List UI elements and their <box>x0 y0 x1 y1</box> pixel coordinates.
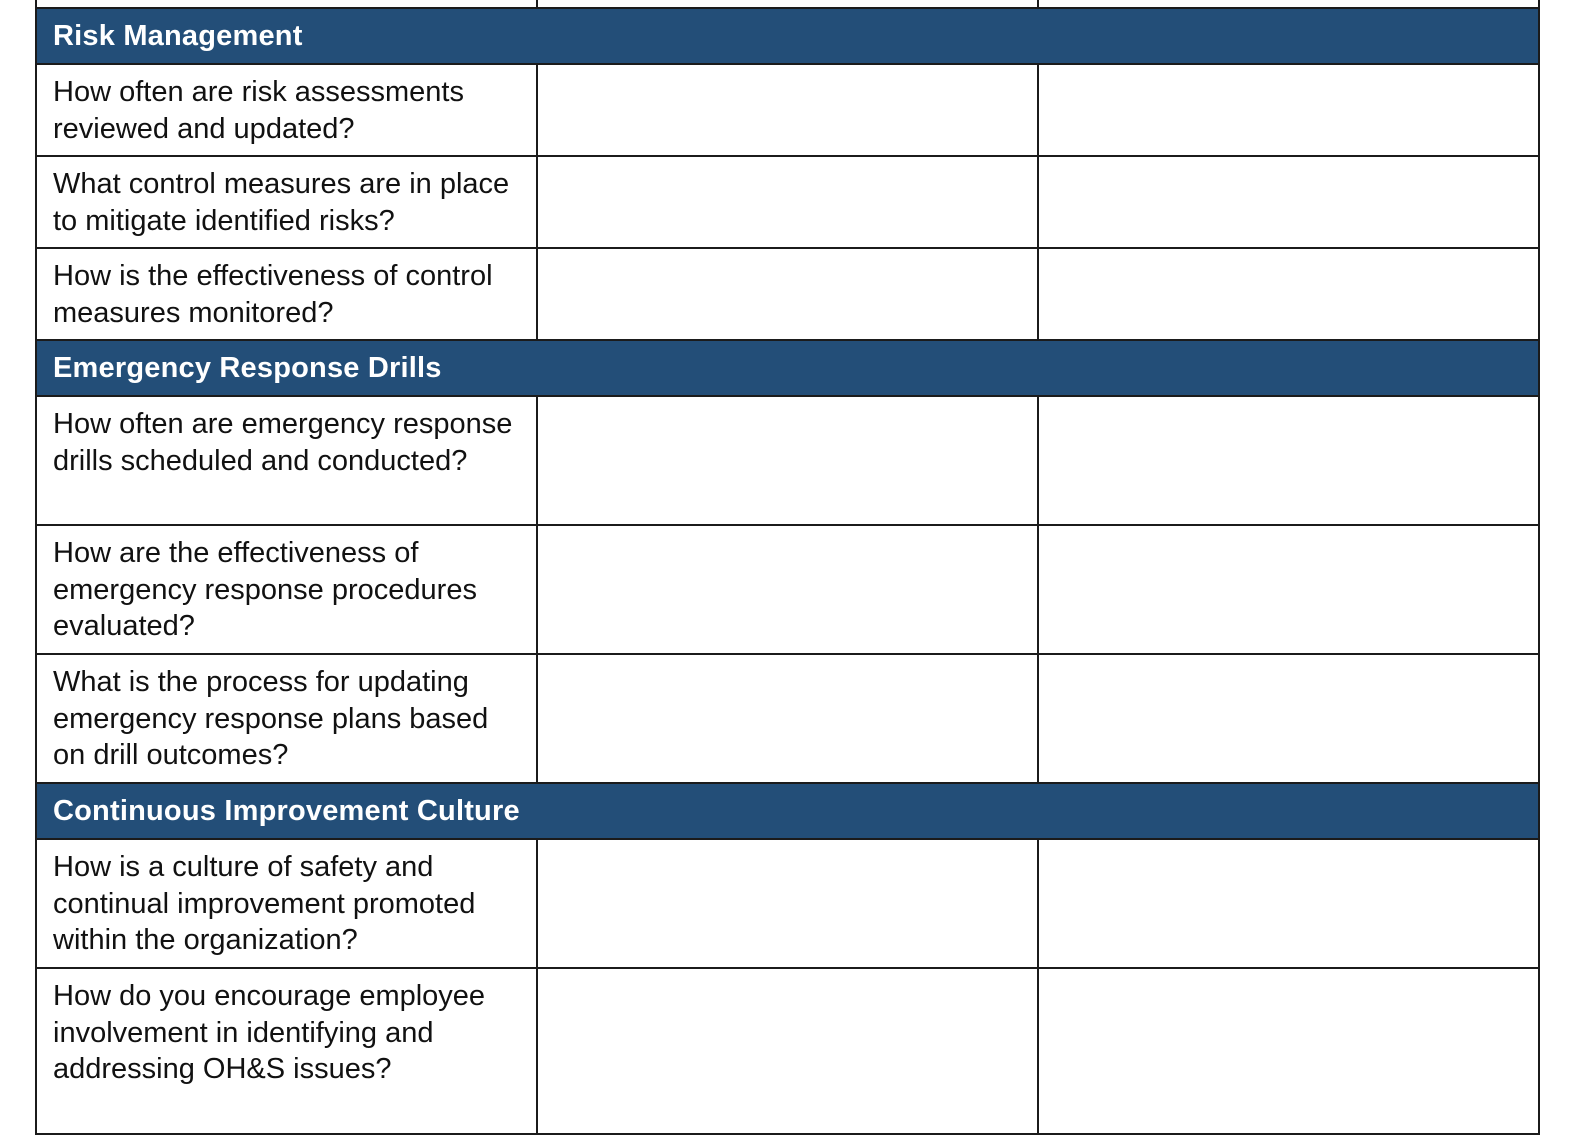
answer-cell[interactable] <box>537 156 1038 248</box>
table-row <box>36 525 1539 654</box>
notes-cell[interactable] <box>1038 64 1539 156</box>
audit-checklist-table <box>35 0 1540 1135</box>
section-header-emergency-response-drills <box>36 340 1539 396</box>
answer-cell[interactable] <box>537 396 1038 525</box>
section-title: Risk Management <box>36 8 1539 64</box>
question-cell: How are the effectiveness of emergency response procedures evaluated? <box>36 525 537 654</box>
table-row <box>36 248 1539 340</box>
answer-cell[interactable] <box>537 248 1038 340</box>
section-header-risk-management <box>36 8 1539 64</box>
answer-cell[interactable] <box>537 64 1038 156</box>
notes-cell[interactable] <box>1038 0 1539 8</box>
table-row <box>36 64 1539 156</box>
answer-cell[interactable] <box>537 654 1038 783</box>
question-cell: What is the process for updating emergency response plans based on drill outcomes? <box>36 654 537 783</box>
notes-cell[interactable] <box>1038 839 1539 968</box>
notes-cell[interactable] <box>1038 396 1539 525</box>
notes-cell[interactable] <box>1038 968 1539 1134</box>
answer-cell[interactable] <box>537 525 1038 654</box>
question-cell: How do you encourage employee involvement in identifying and addressing OH&S issues? <box>36 968 537 1134</box>
table-row <box>36 156 1539 248</box>
question-cell: How often are risk assessments reviewed and updated? <box>36 64 537 156</box>
previous-row-fragment <box>36 0 1539 8</box>
table-row <box>36 654 1539 783</box>
notes-cell[interactable] <box>1038 525 1539 654</box>
question-cell <box>36 0 537 8</box>
section-title: Emergency Response Drills <box>36 340 1539 396</box>
checklist-document <box>35 0 1538 1135</box>
answer-cell[interactable] <box>537 839 1038 968</box>
notes-cell[interactable] <box>1038 654 1539 783</box>
table-row <box>36 968 1539 1134</box>
answer-cell[interactable] <box>537 0 1038 8</box>
notes-cell[interactable] <box>1038 248 1539 340</box>
table-row <box>36 396 1539 525</box>
question-cell: How is a culture of safety and continual improvement promoted within the organization? <box>36 839 537 968</box>
table-row <box>36 839 1539 968</box>
answer-cell[interactable] <box>537 968 1038 1134</box>
question-cell: What control measures are in place to mitigate identified risks? <box>36 156 537 248</box>
section-title: Continuous Improvement Culture <box>36 783 1539 839</box>
question-cell: How often are emergency response drills scheduled and conducted? <box>36 396 537 525</box>
section-header-continuous-improvement-culture <box>36 783 1539 839</box>
notes-cell[interactable] <box>1038 156 1539 248</box>
question-cell: How is the effectiveness of control measures monitored? <box>36 248 537 340</box>
